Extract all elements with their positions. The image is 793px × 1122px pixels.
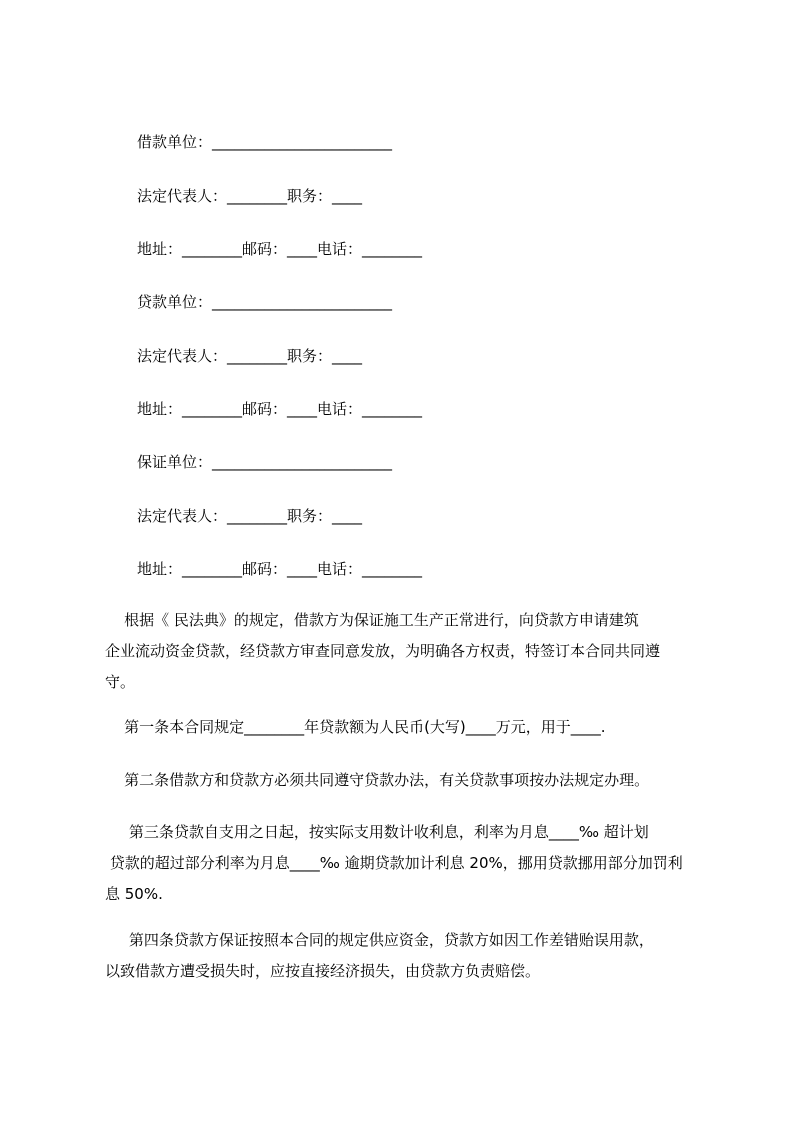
article-1 xyxy=(105,712,705,743)
article-3 xyxy=(105,817,705,910)
article-2 xyxy=(105,765,705,796)
borrower-unit-line: 借款单位：________________________ xyxy=(137,133,393,151)
article-line: 息 50%. xyxy=(105,885,163,903)
preamble-paragraph xyxy=(105,605,705,698)
lender-representative-line: 法定代表人：________职务：____ xyxy=(137,347,363,365)
guarantor-representative-line: 法定代表人：________职务：____ xyxy=(137,507,363,525)
article-line: 第二条借款方和贷款方必须共同遵守贷款办法，有关贷款事项按办法规定办理。 xyxy=(105,771,650,789)
article-line: 贷款的超过部分利率为月息____‰ 逾期贷款加计利息 20%，挪用贷款挪用部分加罚利 xyxy=(105,854,683,872)
preamble-line: 企业流动资金贷款，经贷款方审查同意发放，为明确各方权责，特签订本合同共同遵 xyxy=(105,642,661,660)
article-line: 以致借款方遭受损失时，应按直接经济损失，由贷款方负责赔偿。 xyxy=(105,962,541,980)
article-line: 第一条本合同规定________年贷款额为人民币(大写)____万元，用于____. xyxy=(105,718,606,736)
article-line: 第四条贷款方保证按照本合同的规定供应资金，贷款方如因工作差错贻误用款， xyxy=(105,931,654,949)
guarantor-unit-line: 保证单位：________________________ xyxy=(137,453,393,471)
preamble-line: 根据《 民法典》的规定，借款方为保证施工生产正常进行，向贷款方申请建筑 xyxy=(105,611,639,629)
article-4 xyxy=(105,925,705,987)
lender-unit-line: 贷款单位：________________________ xyxy=(137,293,393,311)
lender-address-line: 地址：________邮码：____电话：________ xyxy=(137,400,423,418)
guarantor-address-line: 地址：________邮码：____电话：________ xyxy=(137,560,423,578)
article-line: 第三条贷款自支用之日起，按实际支用数计收利息，利率为月息____‰ 超计划 xyxy=(105,823,649,841)
borrower-representative-line: 法定代表人：________职务：____ xyxy=(137,187,363,205)
preamble-line: 守。 xyxy=(105,673,136,691)
borrower-address-line: 地址：________邮码：____电话：________ xyxy=(137,240,423,258)
